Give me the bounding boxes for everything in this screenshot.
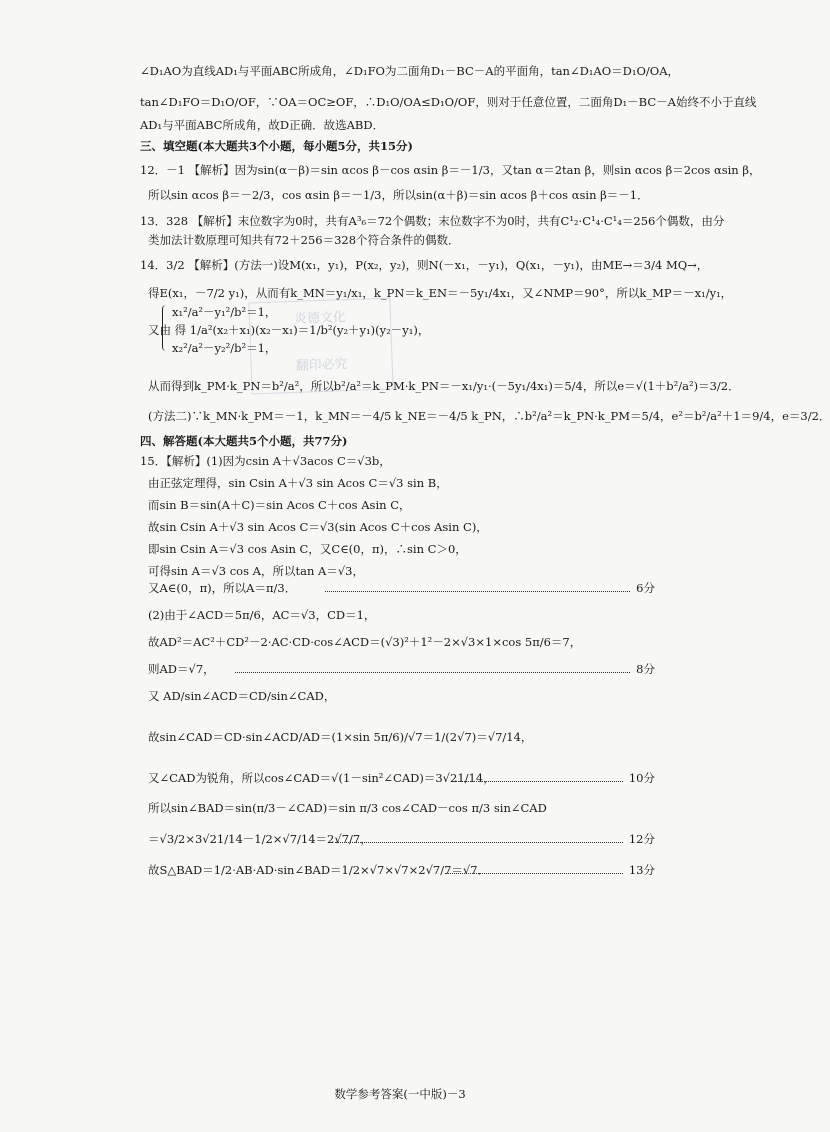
score-mark: 12分 xyxy=(335,831,655,847)
q14-equation: x₁²/a²－y₁²/b²＝1， xyxy=(172,305,277,319)
q15-line: 又 AD/sin∠ACD＝CD/sin∠CAD， xyxy=(148,689,336,703)
q15-line: 则AD＝√7， xyxy=(148,662,215,676)
q15-line: 故S△BAD＝1/2·AB·AD·sin∠BAD＝1/2×√7×√7×2√7/7＝√7． xyxy=(148,863,490,877)
q12-line: 12．－1 【解析】因为sin(α－β)＝sin αcos β－cos αsin β＝－1/3，又tan α＝2tan β，则sin αcos β＝2cos αsin β， xyxy=(140,163,761,177)
text-line: ∠D₁AO为直线AD₁与平面ABC所成角，∠D₁FO为二面角D₁－BC－A的平面角，tan∠D₁AO＝D₁O/OA， xyxy=(140,64,680,78)
q15-line: 故sin Csin A＋√3 sin Acos C＝√3(sin Acos C＋cos Asin C)， xyxy=(148,520,488,534)
q13-line: 类加法计数原理可知共有72＋256＝328个符合条件的偶数． xyxy=(148,233,460,247)
watermark-line: 翻印必究 xyxy=(295,357,348,374)
q14-line: 得E(x₁，－7/2 y₁)，从而有k_MN＝y₁/x₁，k_PN＝k_EN＝－5y₁/4x₁，又∠NMP＝90°，所以k_MP＝－x₁/y₁， xyxy=(148,286,733,300)
section-heading-solutions: 四、解答题(本大题共5个小题，共77分) xyxy=(140,434,348,448)
page-footer: 数学参考答案(一中版)－3 xyxy=(334,1087,466,1101)
q15-line: 故AD²＝AC²＋CD²－2·AC·CD·cos∠ACD＝(√3)²＋1²－2×√3×1×cos 5π/6＝7， xyxy=(148,635,582,649)
q14-line: 又由 得 1/a²(x₂＋x₁)(x₂－x₁)＝1/b²(y₂＋y₁)(y₂－y₁)， xyxy=(148,323,430,337)
q15-line: 由正弦定理得，sin Csin A＋√3 sin Acos C＝√3 sin B， xyxy=(148,476,448,490)
q15-line: 又A∈(0，π)，所以A＝π/3． xyxy=(148,581,297,595)
q14-line: 14．3/2 【解析】(方法一)设M(x₁，y₁)，P(x₂，y₂)，则N(－x₁，－y₁)，Q(x₁，－y₁)，由ME→＝3/4 MQ→， xyxy=(140,258,709,272)
q15-line: 所以sin∠BAD＝sin(π/3－∠CAD)＝sin π/3 cos∠CAD－cos π/3 sin∠CAD xyxy=(148,801,547,815)
score-mark: 8分 xyxy=(235,661,655,677)
q13-line: 13．328 【解析】末位数字为0时，共有A³₆＝72个偶数；末位数字不为0时，共有C¹₂·C¹₄·C¹₄＝256个偶数，由分 xyxy=(140,214,725,228)
text-line: tan∠D₁FO＝D₁O/OF，∵OA＝OC≥OF，∴D₁O/OA≤D₁O/OF，则对于任意位置，二面角D₁－BC－A始终不小于直线 xyxy=(140,95,757,109)
q15-line: 即sin Csin A＝√3 cos Asin C，又C∈(0，π)，∴sin C＞0， xyxy=(148,542,467,556)
q15-line: 15．【解析】(1)因为csin A＋√3acos C＝√3b， xyxy=(140,454,391,468)
q14-equation: x₂²/a²－y₂²/b²＝1， xyxy=(172,341,277,355)
q14-line: (方法二)∵k_MN·k_PM＝－1，k_MN＝－4/5 k_NE＝－4/5 k_PN，∴b²/a²＝k_PN·k_PM＝5/4，e²＝b²/a²＋1＝9/4，e＝3/2． xyxy=(148,409,830,423)
section-heading-fill-blank: 三、填空题(本大题共3个小题，每小题5分，共15分) xyxy=(140,139,413,153)
q14-line: 从而得到k_PM·k_PN＝b²/a²，所以b²/a²＝k_PM·k_PN＝－x₁/y₁·(－5y₁/4x₁)＝5/4，所以e＝√(1＋b²/a²)＝3/2． xyxy=(148,379,740,393)
q15-line: ＝√3/2×3√21/14－1/2×√7/14＝2√7/7， xyxy=(148,832,372,846)
text-line: AD₁与平面ABC所成角，故D正确．故选ABD． xyxy=(140,118,385,132)
q15-line: 而sin B＝sin(A＋C)＝sin Acos C＋cos Asin C， xyxy=(148,498,411,512)
q15-line: 可得sin A＝√3 cos A，所以tan A＝√3， xyxy=(148,564,364,578)
watermark-line: 炎德文化 xyxy=(293,310,347,327)
score-mark: 6分 xyxy=(325,580,655,596)
q15-line: 故sin∠CAD＝CD·sin∠ACD/AD＝(1×sin 5π/6)/√7＝1/(2√7)＝√7/14， xyxy=(148,730,533,744)
score-mark: 13分 xyxy=(445,862,655,878)
q15-line: 又∠CAD为锐角，所以cos∠CAD＝√(1－sin²∠CAD)＝3√21/14， xyxy=(148,771,495,785)
q15-line: (2)由于∠ACD＝5π/6，AC＝√3，CD＝1， xyxy=(148,608,376,622)
score-mark: 10分 xyxy=(455,770,655,786)
q12-line: 所以sin αcos β＝－2/3，cos αsin β＝－1/3，所以sin(α＋β)＝sin αcos β＋cos αsin β＝－1． xyxy=(148,188,649,202)
